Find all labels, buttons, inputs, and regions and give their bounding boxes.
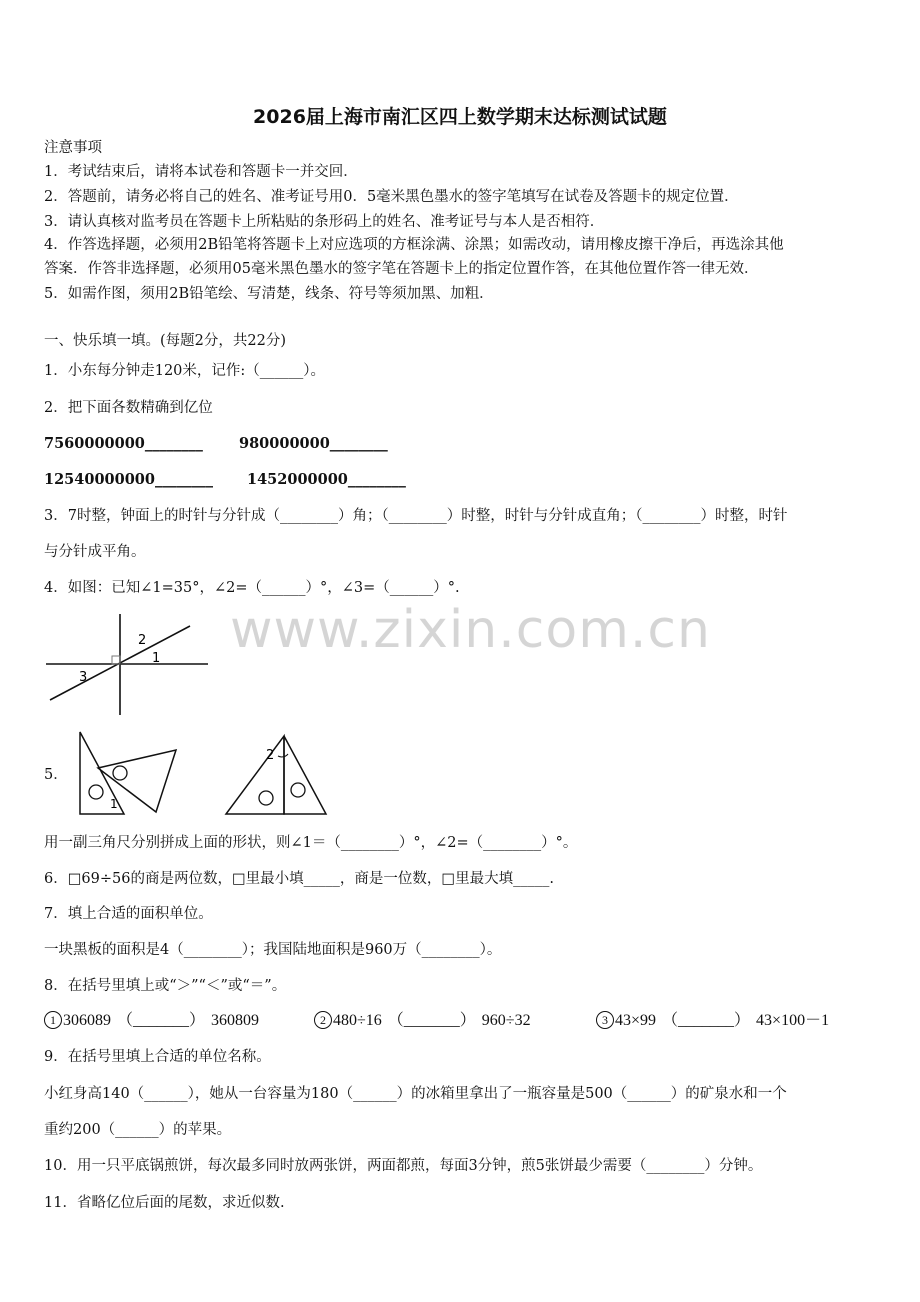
notice-item: 3．请认真核对监考员在答题卡上所粘贴的条形码上的姓名、准考证号与本人是否相符． bbox=[44, 214, 605, 230]
circled-number: 2 bbox=[314, 1011, 332, 1029]
angle-2-label: 2 bbox=[266, 748, 275, 763]
question-1: 1．小东每分钟走120米，记作:（______）。 bbox=[44, 363, 326, 379]
q2-number-2: 980000000________ bbox=[239, 435, 388, 452]
angle-1-label: 1 bbox=[110, 797, 118, 811]
q2-number-3: 12540000000________ bbox=[44, 471, 213, 488]
q5-set-square-figure-1 bbox=[72, 728, 184, 820]
question-9: 9．在括号里填上合适的单位名称。 bbox=[44, 1049, 271, 1065]
angle-2-label: 2 bbox=[138, 633, 147, 648]
q4-angle-figure bbox=[40, 610, 215, 720]
q8-item-1: 1 306089 （_______） 360809 bbox=[44, 1011, 259, 1031]
circled-number: 3 bbox=[596, 1011, 614, 1029]
q8-item-3: 3 43×99 （_______） 43×100－1 bbox=[596, 1011, 829, 1031]
question-4: 4．如图：已知∠1=35°，∠2=（______）°，∠3=（______）°. bbox=[44, 580, 460, 596]
angle-1-label: 1 bbox=[152, 651, 161, 666]
question-6: 6．□69÷56的商是两位数，□里最小填_____，商是一位数，□里最大填_____. bbox=[44, 871, 554, 887]
notice-item: 4．作答选择题，必须用2B铅笔将答题卡上对应选项的方框涂满、涂黑；如需改动，请用橡皮擦干净后，再选涂其他 bbox=[44, 237, 784, 253]
notice-item: 2．答题前，请务必将自己的姓名、准考证号用0．5毫米黑色墨水的签字笔填写在试卷及答题卡的规定位置． bbox=[44, 189, 739, 205]
q2-number-1: 7560000000________ bbox=[44, 435, 203, 452]
question-10: 10．用一只平底锅煎饼，每次最多同时放两张饼，两面都煎，每面3分钟，煎5张饼最少需要（________）分钟。 bbox=[44, 1158, 763, 1174]
circled-number: 1 bbox=[44, 1011, 62, 1029]
question-5-number: 5． bbox=[44, 767, 68, 783]
notice-item: 1．考试结束后，请将本试卷和答题卡一并交回． bbox=[44, 164, 358, 180]
notice-heading: 注意事项 bbox=[44, 140, 102, 156]
question-7-line: 一块黑板的面积是4（________）；我国陆地面积是960万（________）。 bbox=[44, 942, 502, 958]
question-11: 11．省略亿位后面的尾数，求近似数. bbox=[44, 1195, 285, 1211]
watermark: www.zixin.com.cn bbox=[230, 600, 711, 660]
page-title: 2026届上海市南汇区四上数学期末达标测试试题 bbox=[253, 106, 667, 128]
question-8: 8．在括号里填上或“＞”“＜”或“＝”。 bbox=[44, 978, 287, 994]
q5-set-square-figure-2 bbox=[222, 732, 334, 818]
question-9-line1: 小红身高140（______），她从一台容量为180（______）的冰箱里拿出了一瓶容量是500（______）的矿泉水和一个 bbox=[44, 1086, 787, 1102]
question-9-line2: 重约200（______）的苹果。 bbox=[44, 1122, 232, 1138]
question-2: 2．把下面各数精确到亿位 bbox=[44, 400, 213, 416]
question-3-line2: 与分针成平角。 bbox=[44, 544, 146, 560]
q2-number-4: 1452000000________ bbox=[247, 471, 406, 488]
question-3-line1: 3．7时整，钟面上的时针与分针成（________）角；（________）时整，时针与分针成直角；（________）时整，时针 bbox=[44, 508, 788, 524]
question-5: 用一副三角尺分别拼成上面的形状，则∠1＝（________）°，∠2=（________）°。 bbox=[44, 835, 578, 851]
angle-3-label: 3 bbox=[79, 670, 88, 685]
notice-item: 答案．作答非选择题，必须用05毫米黑色墨水的签字笔在答题卡上的指定位置作答，在其他位置作答一律无效． bbox=[44, 261, 759, 277]
question-7: 7．填上合适的面积单位。 bbox=[44, 906, 213, 922]
q8-item-2: 2 480÷16 （_______） 960÷32 bbox=[314, 1011, 531, 1031]
notice-item: 5．如需作图，须用2B铅笔绘、写清楚，线条、符号等须加黑、加粗． bbox=[44, 286, 494, 302]
section-heading: 一、快乐填一填。(每题2分，共22分) bbox=[44, 333, 286, 349]
